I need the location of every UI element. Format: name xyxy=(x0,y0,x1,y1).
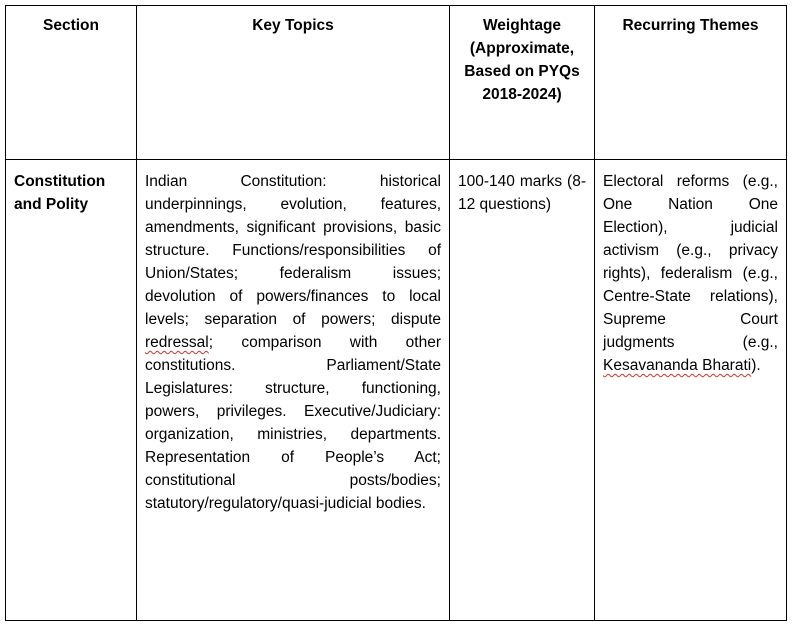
spellcheck-flagged-name[interactable]: Kesavananda Bharati xyxy=(603,357,752,374)
header-recurring-themes-label: Recurring Themes xyxy=(622,17,759,34)
spellcheck-flagged-word[interactable]: redressal xyxy=(145,334,209,351)
themes-part-2: ). xyxy=(751,357,761,374)
section-cell xyxy=(6,160,137,621)
header-key-topics-label: Key Topics xyxy=(252,17,334,34)
weightage-text: 100-140 marks (8-12 questions) xyxy=(458,173,586,213)
header-weightage-label: Weightage (Approximate, Based on PYQs 2018-2024) xyxy=(464,17,580,103)
header-key-topics xyxy=(137,6,450,160)
key-topics-text xyxy=(137,160,449,515)
header-section xyxy=(6,6,137,160)
key-topics-part-2: ; comparison with other constitutions. Parliament/State Legislatures: structure, functioning, powers, privileges. Executive/Judiciary: organization, ministries, departments. Representation of People’s Act; constitutional posts/bodies; statutory/regulatory/quasi-judicial bodies. xyxy=(145,334,441,512)
header-recurring-themes xyxy=(595,6,787,160)
weightage-cell xyxy=(450,160,595,621)
header-section-label: Section xyxy=(43,17,99,34)
recurring-themes-text xyxy=(595,160,786,377)
recurring-themes-cell xyxy=(595,160,787,621)
key-topics-part-1: Indian Constitution: historical underpinnings, evolution, features, amendments, significant provisions, basic structure. Functions/responsibilities of Union/States; federalism issues; devolution of powers/finances to local levels; separation of powers; dispute xyxy=(145,173,441,328)
header-row xyxy=(6,6,787,160)
header-weightage xyxy=(450,6,595,160)
key-topics-cell xyxy=(137,160,450,621)
table-row xyxy=(6,160,787,621)
syllabus-table xyxy=(5,5,787,621)
themes-part-1: Electoral reforms (e.g., One Nation One Election), judicial activism (e.g., privacy rights), federalism (e.g., Centre-State relations), Supreme Court judgments (e.g., xyxy=(603,173,778,351)
section-name: Constitution and Polity xyxy=(14,173,106,213)
